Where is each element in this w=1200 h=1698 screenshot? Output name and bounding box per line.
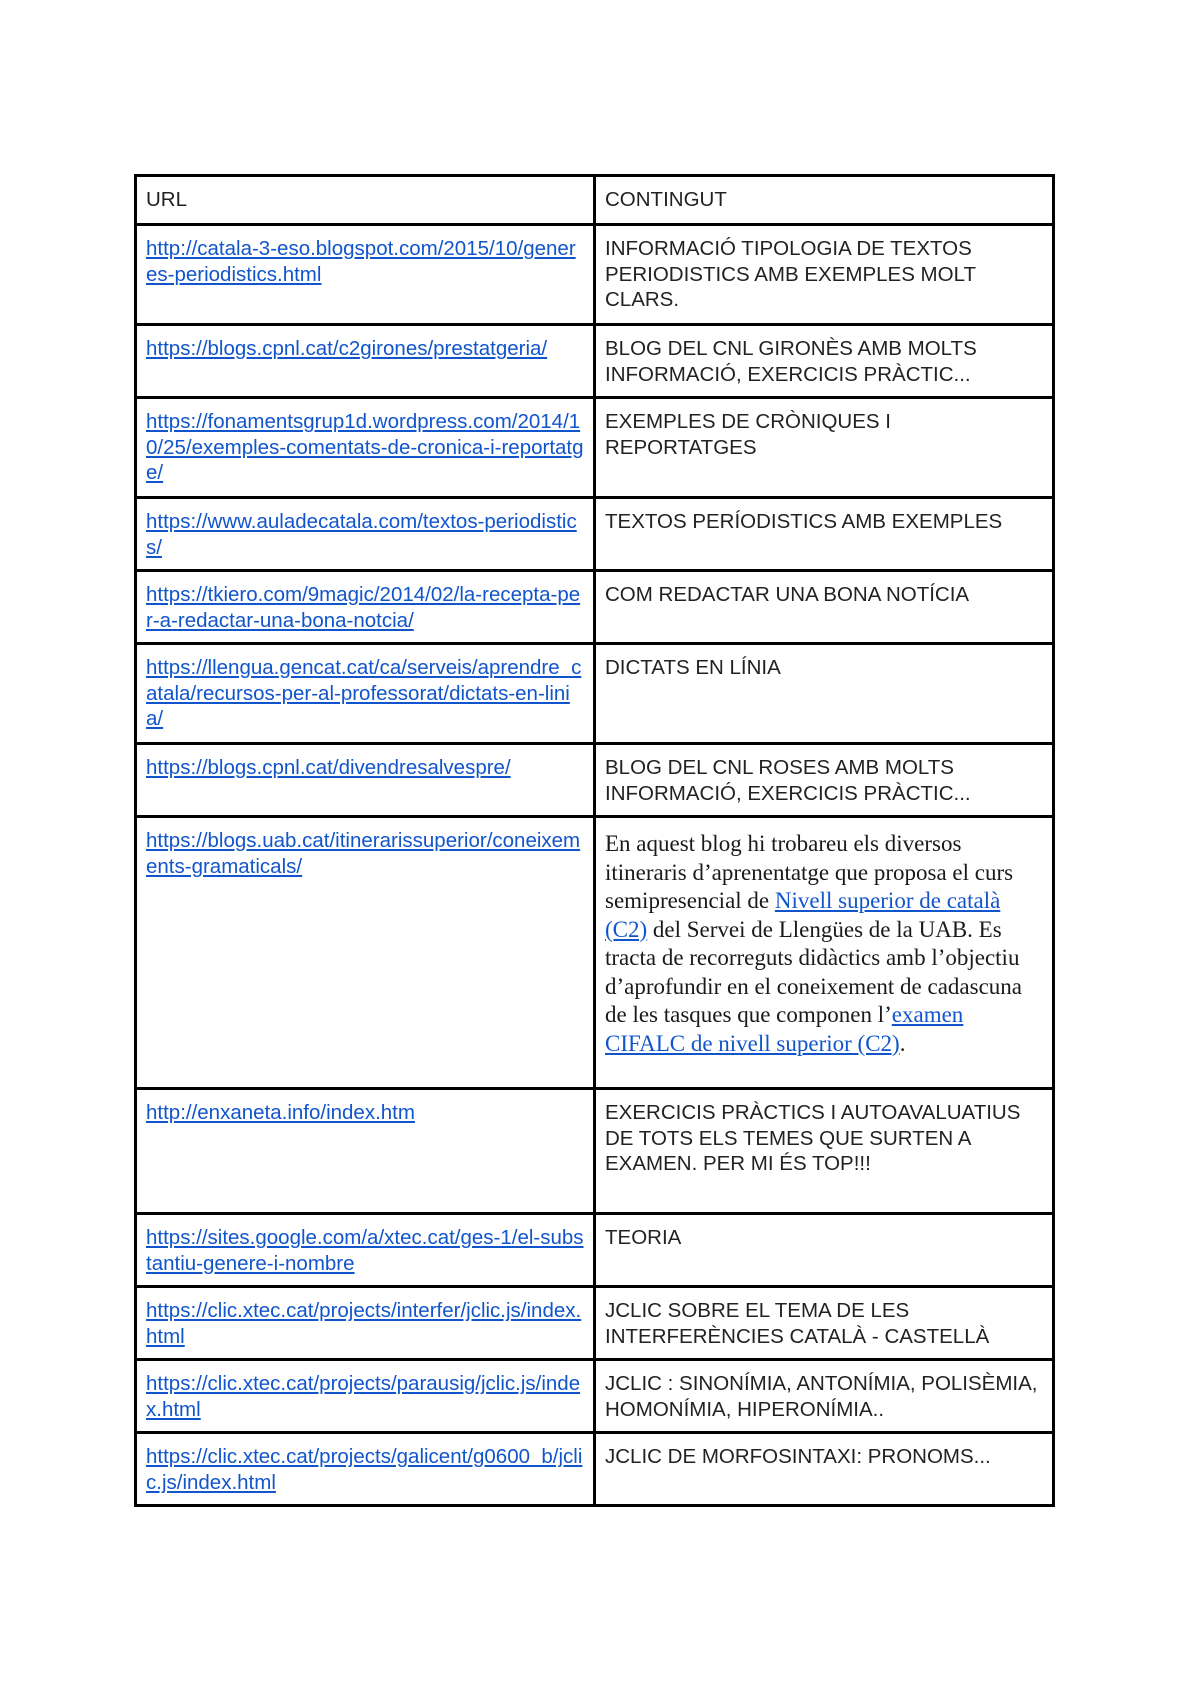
description-cell: EXERCICIS PRÀCTICS I AUTOAVALUATIUS DE TOTS ELS TEMES QUE SURTEN A EXAMEN. PER MI ÉS TOP!!!: [595, 1089, 1054, 1214]
table-row: [136, 817, 1054, 1089]
url-link[interactable]: https://sites.google.com/a/xtec.cat/ges-1/el-substantiu-genere-i-nombre: [146, 1226, 584, 1275]
url-cell: [136, 1433, 595, 1506]
description-cell: TEORIA: [595, 1214, 1054, 1287]
table-row: [136, 1433, 1054, 1506]
description-cell-rich: [595, 817, 1054, 1089]
nivell-superior-link[interactable]: Nivell superior de català (C2): [605, 888, 1001, 942]
table-row: [136, 225, 1054, 325]
description-text: del Servei de Llengües de la UAB. Es tracta de recorreguts didàctics amb l’objectiu d’aprofundir en el coneixement de cadascuna de les tasques que componen l’: [605, 916, 1022, 1027]
url-cell: [136, 817, 595, 1089]
table-row: [136, 744, 1054, 817]
column-header-contingut: CONTINGUT: [595, 176, 1054, 225]
resource-links-table: [134, 174, 1055, 1507]
url-link[interactable]: https://blogs.cpnl.cat/divendresalvespre/: [146, 756, 511, 779]
url-link[interactable]: https://tkiero.com/9magic/2014/02/la-recepta-per-a-redactar-una-bona-notcia/: [146, 583, 581, 632]
url-cell: [136, 1089, 595, 1214]
description-cell: EXEMPLES DE CRÒNIQUES I REPORTATGES: [595, 398, 1054, 498]
url-cell: [136, 1360, 595, 1433]
description-cell: COM REDACTAR UNA BONA NOTÍCIA: [595, 571, 1054, 644]
table-row: [136, 1287, 1054, 1360]
description-text: .: [899, 1030, 906, 1056]
url-cell: [136, 225, 595, 325]
description-cell: BLOG DEL CNL ROSES AMB MOLTS INFORMACIÓ, EXERCICIS PRÀCTIC...: [595, 744, 1054, 817]
url-link[interactable]: http://catala-3-eso.blogspot.com/2015/10/generes-periodistics.html: [146, 237, 576, 286]
description-cell: JCLIC SOBRE EL TEMA DE LES INTERFERÈNCIES CATALÀ - CASTELLÀ: [595, 1287, 1054, 1360]
table-row: [136, 644, 1054, 744]
description-cell: DICTATS EN LÍNIA: [595, 644, 1054, 744]
table-row: [136, 325, 1054, 398]
table-row: [136, 1214, 1054, 1287]
url-cell: [136, 1287, 595, 1360]
description-cell: TEXTOS PERÍODISTICS AMB EXEMPLES: [595, 498, 1054, 571]
url-link[interactable]: https://clic.xtec.cat/projects/interfer/jclic.js/index.html: [146, 1299, 582, 1348]
url-link[interactable]: https://blogs.cpnl.cat/c2girones/prestatgeria/: [146, 337, 548, 360]
url-cell: [136, 571, 595, 644]
table-row: [136, 498, 1054, 571]
url-link[interactable]: https://clic.xtec.cat/projects/galicent/g0600_b/jclic.js/index.html: [146, 1445, 583, 1494]
description-cell: JCLIC : SINONÍMIA, ANTONÍMIA, POLISÈMIA, HOMONÍMIA, HIPERONÍMIA..: [595, 1360, 1054, 1433]
table-row: [136, 1360, 1054, 1433]
url-cell: [136, 1214, 595, 1287]
url-link[interactable]: https://llengua.gencat.cat/ca/serveis/aprendre_catala/recursos-per-al-professorat/dictats-en-linia/: [146, 656, 582, 730]
table-row: [136, 398, 1054, 498]
url-link[interactable]: https://blogs.uab.cat/itinerarissuperior/coneixements-gramaticals/: [146, 829, 581, 878]
url-link[interactable]: http://enxaneta.info/index.htm: [146, 1101, 415, 1124]
description-cell: BLOG DEL CNL GIRONÈS AMB MOLTS INFORMACIÓ, EXERCICIS PRÀCTIC...: [595, 325, 1054, 398]
url-cell: [136, 398, 595, 498]
url-link[interactable]: https://clic.xtec.cat/projects/parausig/jclic.js/index.html: [146, 1372, 581, 1421]
table-row: [136, 1089, 1054, 1214]
url-cell: [136, 644, 595, 744]
url-cell: [136, 498, 595, 571]
url-link[interactable]: https://www.auladecatala.com/textos-periodistics/: [146, 510, 577, 559]
url-cell: [136, 744, 595, 817]
table-row: [136, 571, 1054, 644]
url-cell: [136, 325, 595, 398]
url-link[interactable]: https://fonamentsgrup1d.wordpress.com/2014/10/25/exemples-comentats-de-cronica-i-reportatge/: [146, 410, 584, 484]
description-cell: JCLIC DE MORFOSINTAXI: PRONOMS...: [595, 1433, 1054, 1506]
description-cell: INFORMACIÓ TIPOLOGIA DE TEXTOS PERIODISTICS AMB EXEMPLES MOLT CLARS.: [595, 225, 1054, 325]
examen-cifalc-link[interactable]: examen CIFALC de nivell superior (C2): [605, 1002, 964, 1056]
column-header-url: URL: [136, 176, 595, 225]
table-header-row: [136, 176, 1054, 225]
description-text: En aquest blog hi trobareu els diversos itineraris d’aprenentatge que proposa el curs semipresencial de: [605, 831, 1014, 913]
